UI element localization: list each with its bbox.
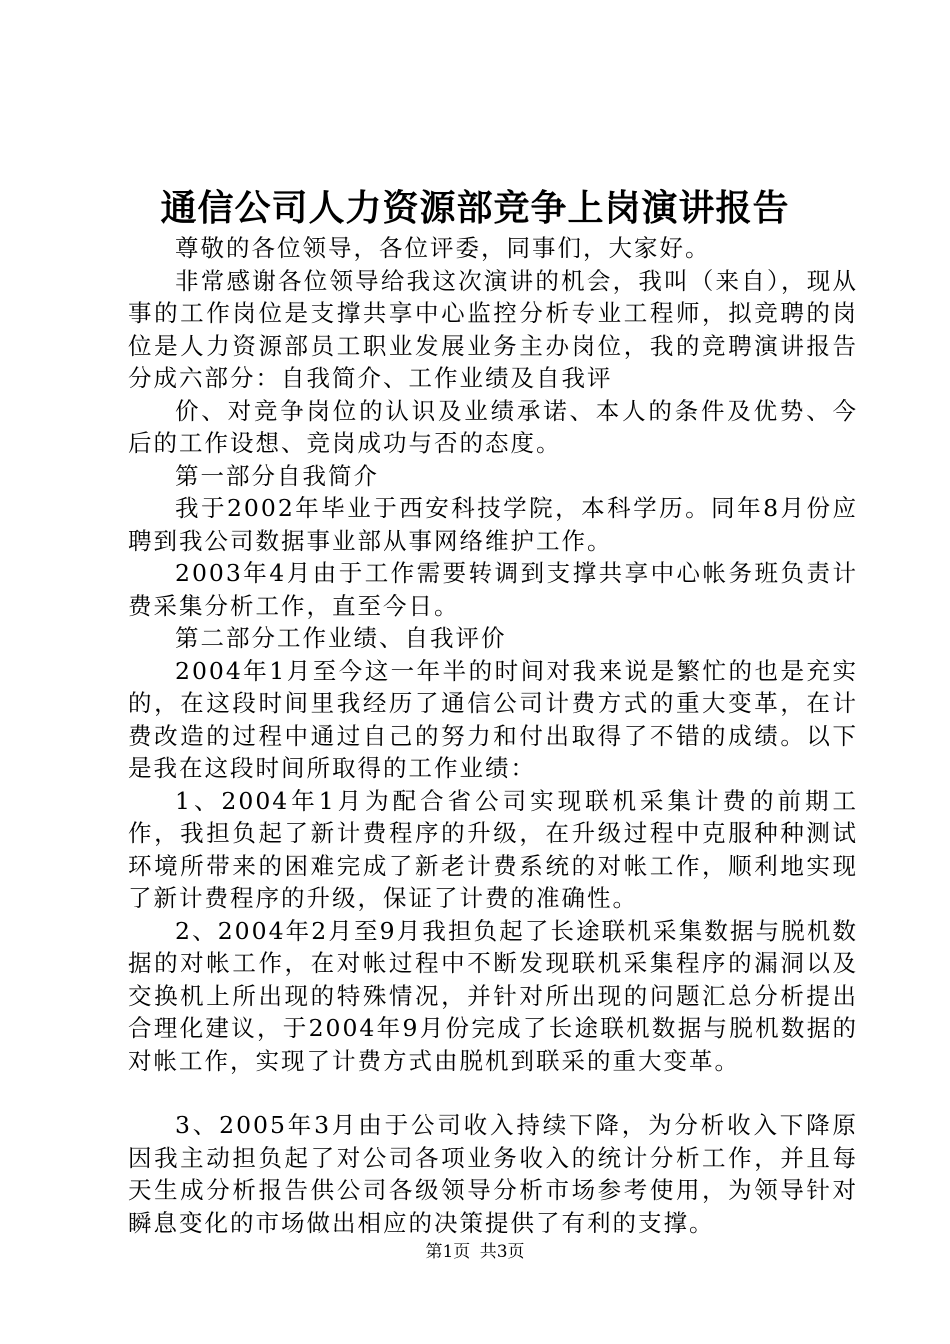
- paragraph-achievements-summary: 2004年1月至今这一年半的时间对我来说是繁忙的也是充实的，在这段时间里我经历了通信公司计费方式的重大变革，在计费改造的过程中通过自己的努力和付出取得了不错的成绩。以下是我在这段时间所取得的工作业绩：: [128, 656, 858, 782]
- paragraph-achievement-1: 1、2004年1月为配合省公司实现联机采集计费的前期工作，我担负起了新计费程序的升级，在升级过程中克服种种测试环境所带来的困难完成了新老计费系统的对帐工作，顺利地实现了新计费程序的升级，保证了计费的准确性。: [128, 786, 858, 912]
- document-title: 通信公司人力资源部竞争上岗演讲报告: [160, 187, 790, 229]
- page-number: 第1页: [425, 1242, 471, 1262]
- paragraph-achievement-3: 3、2005年3月由于公司收入持续下降，为分析收入下降原因我主动担负起了对公司各项业务收入的统计分析工作，并且每天生成分析报告供公司各级领导分析市场参考使用，为领导针对瞬息变化的市场做出相应的决策提供了有利的支撑。: [128, 1111, 858, 1237]
- section-heading-self-intro: 第一部分自我简介: [175, 461, 379, 490]
- document-body: [128, 232, 858, 1239]
- page-footer: [0, 1240, 950, 1264]
- section-heading-achievements: 第二部分工作业绩、自我评价: [175, 624, 507, 652]
- paragraph-intro-continued: 价、对竞争岗位的认识及业绩承诺、本人的条件及优势、今后的工作设想、竞岗成功与否的态度。: [128, 396, 858, 457]
- paragraph-intro: 非常感谢各位领导给我这次演讲的机会，我叫（来自），现从事的工作岗位是支撑共享中心监控分析专业工程师，拟竞聘的岗位是人力资源部员工职业发展业务主办岗位，我的竞聘演讲报告分成六部分：自我简介、工作业绩及自我评: [128, 266, 858, 392]
- paragraph-transfer: 2003年4月由于工作需要转调到支撑共享中心帐务班负责计费采集分析工作，直至今日。: [128, 559, 858, 620]
- paragraph-education: 我于2002年毕业于西安科技学院，本科学历。同年8月份应聘到我公司数据事业部从事网络维护工作。: [128, 494, 858, 555]
- paragraph-achievement-2: 2、2004年2月至9月我担负起了长途联机采集数据与脱机数据的对帐工作，在对帐过程中不断发现联机采集程序的漏洞以及交换机上所出现的特殊情况，并针对所出现的问题汇总分析提出合理化建议，于2004年9月份完成了长途联机数据与脱机数据的对帐工作，实现了计费方式由脱机到联采的重大变革。: [128, 916, 858, 1075]
- paragraph-greeting: 尊敬的各位领导，各位评委，同事们，大家好。: [175, 234, 711, 262]
- page-total: 共3页: [479, 1242, 525, 1262]
